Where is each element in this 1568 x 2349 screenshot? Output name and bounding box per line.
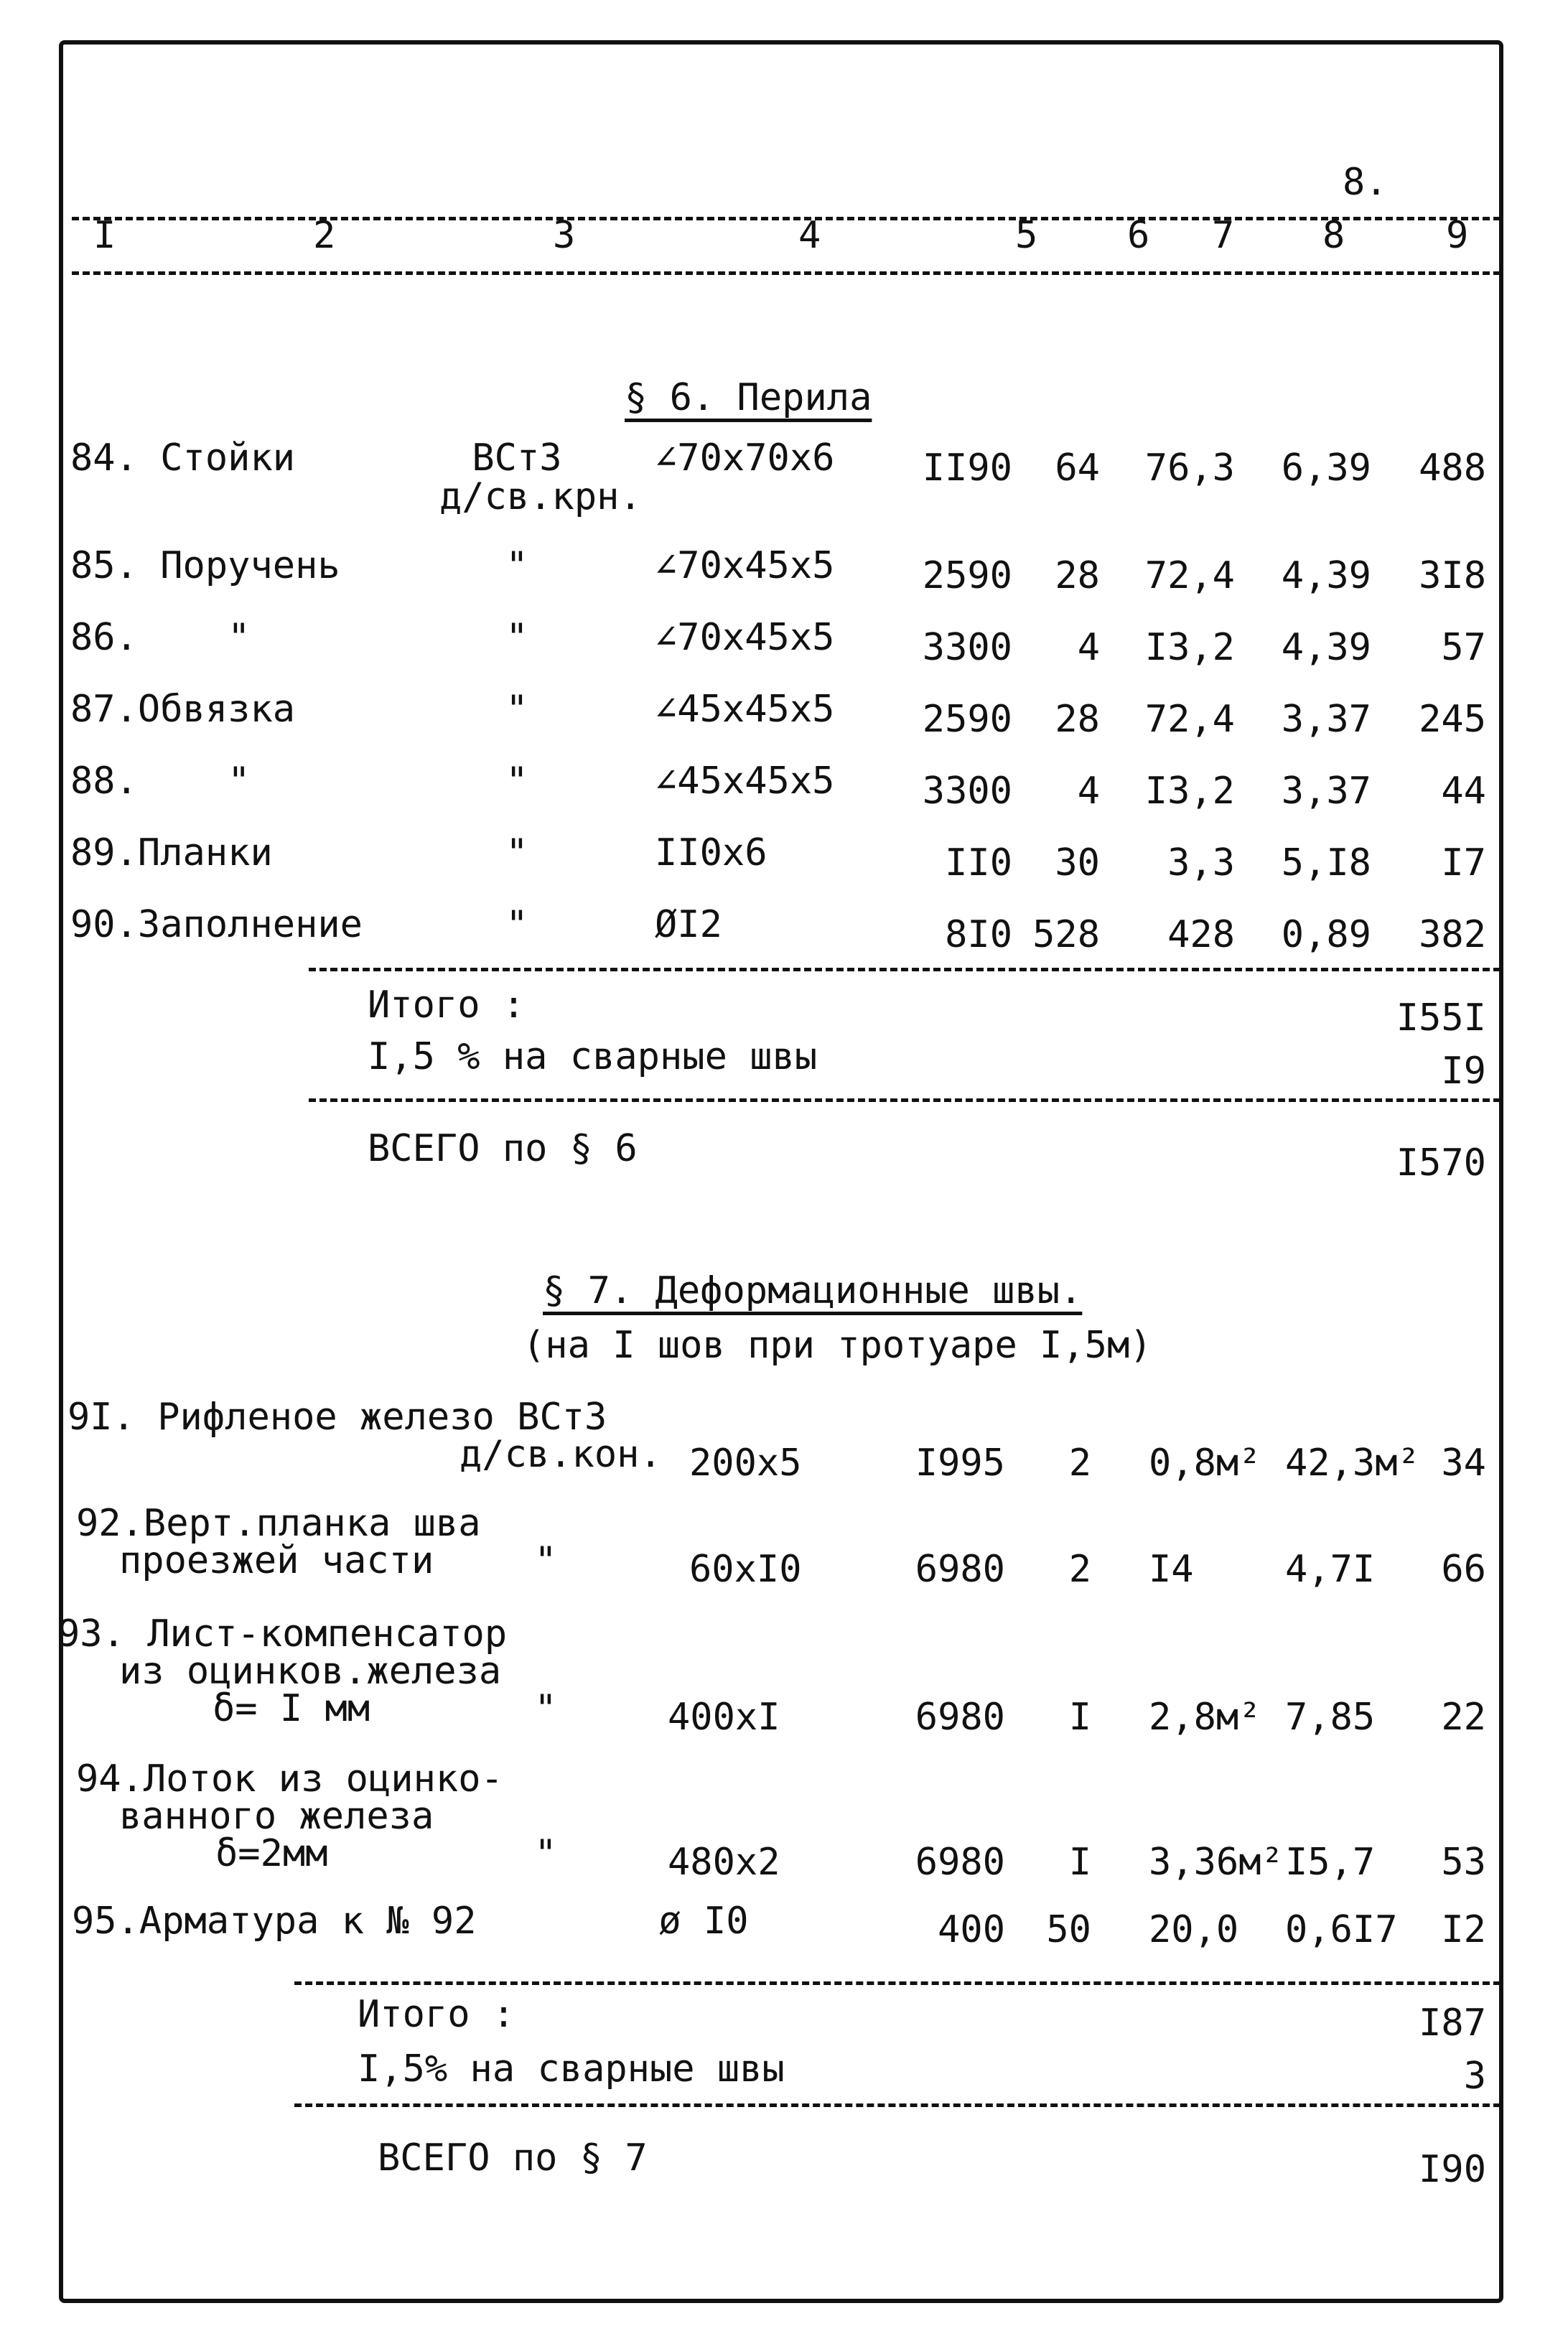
row-name-line: 92.Верт.планка шва: [76, 1502, 481, 1545]
row-mass: I2: [1441, 1908, 1486, 1951]
row-unit-mass: 42,3м²: [1285, 1442, 1420, 1485]
section6-weld-value: I9: [1441, 1050, 1486, 1093]
section6-itogo-value: I55I: [1396, 996, 1486, 1040]
row-mass: 34: [1441, 1442, 1486, 1485]
row-count: 2: [1068, 1548, 1091, 1591]
row-area: I4: [1149, 1548, 1194, 1591]
row-unit-mass: 6,39: [1281, 447, 1371, 490]
row-count: I: [1068, 1841, 1091, 1884]
row-count: 2: [1068, 1442, 1091, 1485]
section6-dash-rule-2: [309, 1098, 1501, 1102]
section6-title: § 6. Перила: [625, 376, 872, 419]
section7-itogo-value: I87: [1419, 2002, 1486, 2045]
row-name-line: из оцинков.железа: [119, 1650, 502, 1693]
section7-total-label: ВСЕГО по § 7: [378, 2136, 648, 2180]
row-steel: ": [505, 831, 528, 874]
row-mass: 382: [1419, 913, 1486, 956]
row-steel: ВСт3: [472, 436, 562, 480]
row-name-line: д/св.кон.: [459, 1433, 662, 1476]
row-length: 6980: [915, 1696, 1005, 1739]
row-count: 50: [1046, 1908, 1091, 1951]
row-length: 400: [938, 1908, 1005, 1951]
row-section: ∠70x45x5: [655, 544, 835, 587]
row-steel: ": [505, 544, 528, 587]
row-name-line: 94.Лоток из оцинко-: [76, 1757, 503, 1801]
row-length: 2590: [922, 554, 1012, 597]
section7-total-value: I90: [1419, 2148, 1486, 2191]
row-section: ∠45x45x5: [655, 688, 835, 731]
section7-itogo-label: Итого :: [358, 1993, 515, 2036]
row-mass: 22: [1441, 1696, 1486, 1739]
page-number: 8.: [1343, 161, 1388, 204]
row-length: I995: [915, 1442, 1005, 1485]
row-length: II90: [922, 447, 1012, 490]
col-header-3: 3: [553, 214, 576, 257]
row-steel: ": [534, 1832, 557, 1875]
row-section: 480x2: [668, 1841, 780, 1884]
row-steel: ": [505, 903, 528, 946]
section6-weld-label: I,5 % на сварные швы: [368, 1035, 818, 1078]
row-name: 85. Поручень: [70, 544, 340, 587]
col-header-4: 4: [798, 214, 821, 257]
row-steel: ø I0: [658, 1900, 749, 1943]
row-section: II0x6: [655, 831, 767, 874]
row-mass: I7: [1441, 841, 1486, 884]
col-header-6: 6: [1127, 214, 1150, 257]
row-name-line: ванного железа: [119, 1795, 434, 1838]
row-area: 0,8м²: [1149, 1442, 1261, 1485]
row-name: 86. ": [70, 616, 251, 659]
row-count: 30: [1055, 841, 1100, 884]
row-total-length: I3,2: [1144, 770, 1235, 813]
row-section: ∠70x45x5: [655, 616, 835, 659]
row-length: 2590: [922, 698, 1012, 741]
row-unit-mass: 0,89: [1281, 913, 1371, 956]
section7-weld-value: 3: [1463, 2055, 1486, 2098]
section7-subtitle: (на I шов при тротуаре I,5м): [523, 1324, 1152, 1367]
row-name-line: 9I. Рифленое железо ВСт3: [67, 1396, 607, 1439]
row-name-line: 93. Лист-компенсатор: [57, 1612, 508, 1655]
row-count: 64: [1055, 447, 1100, 490]
row-steel: ": [505, 760, 528, 803]
row-name: 88. ": [70, 760, 251, 803]
row-count: 28: [1055, 698, 1100, 741]
header-top-rule: [72, 217, 1501, 220]
row-mass: 53: [1441, 1841, 1486, 1884]
row-total-length: 72,4: [1144, 698, 1235, 741]
row-steel: ": [505, 616, 528, 659]
row-count: 28: [1055, 554, 1100, 597]
row-name-line: δ=2мм: [215, 1832, 328, 1875]
section7-dash-rule-2: [294, 2103, 1501, 2107]
section6-total-label: ВСЕГО по § 6: [368, 1127, 638, 1170]
row-name-line: δ= I мм: [213, 1687, 370, 1730]
row-unit-mass: 4,39: [1281, 554, 1371, 597]
row-length: 6980: [915, 1841, 1005, 1884]
row-total-length: 72,4: [1144, 554, 1235, 597]
row-area: 3,36м²: [1149, 1841, 1284, 1884]
row-section: ∠70x70x6: [655, 436, 835, 480]
row-section: 400xI: [668, 1696, 780, 1739]
row-mass: 488: [1419, 447, 1486, 490]
row-unit-mass: I5,7: [1285, 1841, 1376, 1884]
row-length: 8I0: [945, 913, 1012, 956]
row-unit-mass: 3,37: [1281, 698, 1371, 741]
section7-weld-label: I,5% на сварные швы: [358, 2047, 785, 2091]
row-unit-mass: 4,7I: [1285, 1548, 1376, 1591]
row-count: 4: [1077, 626, 1100, 669]
section6-itogo-label: Итого :: [368, 984, 526, 1027]
row-steel: ": [534, 1687, 557, 1730]
row-mass: 3I8: [1419, 554, 1486, 597]
row-length: 3300: [922, 626, 1012, 669]
row-total-length: 428: [1167, 913, 1235, 956]
col-header-1: I: [93, 214, 116, 257]
row-mass: 44: [1441, 770, 1486, 813]
row-count: 528: [1032, 913, 1100, 956]
row-total-length: I3,2: [1144, 626, 1235, 669]
row-unit-mass: 5,I8: [1281, 841, 1371, 884]
row-name: 87.Обвязка: [70, 688, 296, 731]
row-unit-mass: 0,6I7: [1285, 1908, 1398, 1951]
row-mass: 57: [1441, 626, 1486, 669]
header-bottom-rule: [72, 271, 1501, 275]
row-section: 60xI0: [689, 1548, 802, 1591]
row-mass: 66: [1441, 1548, 1486, 1591]
row-total-length: 76,3: [1144, 447, 1235, 490]
row-length: 6980: [915, 1548, 1005, 1591]
row-unit-mass: 4,39: [1281, 626, 1371, 669]
row-length: 3300: [922, 770, 1012, 813]
section7-dash-rule-1: [294, 1981, 1501, 1985]
row-steel-note: д/св.крн.: [439, 475, 642, 518]
section6-dash-rule-1: [309, 968, 1501, 971]
row-length: II0: [945, 841, 1012, 884]
row-name-line: 95.Арматура к № 92: [72, 1900, 477, 1943]
row-count: 4: [1077, 770, 1100, 813]
col-header-9: 9: [1446, 214, 1469, 257]
row-section: 200x5: [689, 1442, 802, 1485]
row-steel: ": [505, 688, 528, 731]
row-count: I: [1068, 1696, 1091, 1739]
col-header-7: 7: [1212, 214, 1235, 257]
row-area: 2,8м²: [1149, 1696, 1261, 1739]
col-header-8: 8: [1322, 214, 1345, 257]
row-total-length: 3,3: [1167, 841, 1235, 884]
row-unit-mass: 7,85: [1285, 1696, 1376, 1739]
row-name-line: проезжей части: [119, 1539, 434, 1582]
col-header-2: 2: [313, 214, 336, 257]
row-name: 89.Планки: [70, 831, 273, 874]
row-unit-mass: 3,37: [1281, 770, 1371, 813]
row-steel: ": [534, 1539, 557, 1582]
row-name: 90.Заполнение: [70, 903, 363, 946]
row-section: ∠45x45x5: [655, 760, 835, 803]
row-section: ØI2: [655, 903, 722, 946]
section6-total-value: I570: [1396, 1141, 1486, 1185]
row-area: 20,0: [1149, 1908, 1239, 1951]
col-header-5: 5: [1015, 214, 1038, 257]
row-mass: 245: [1419, 698, 1486, 741]
row-name: 84. Стойки: [70, 436, 296, 480]
section7-title: § 7. Деформационные швы.: [543, 1269, 1083, 1312]
